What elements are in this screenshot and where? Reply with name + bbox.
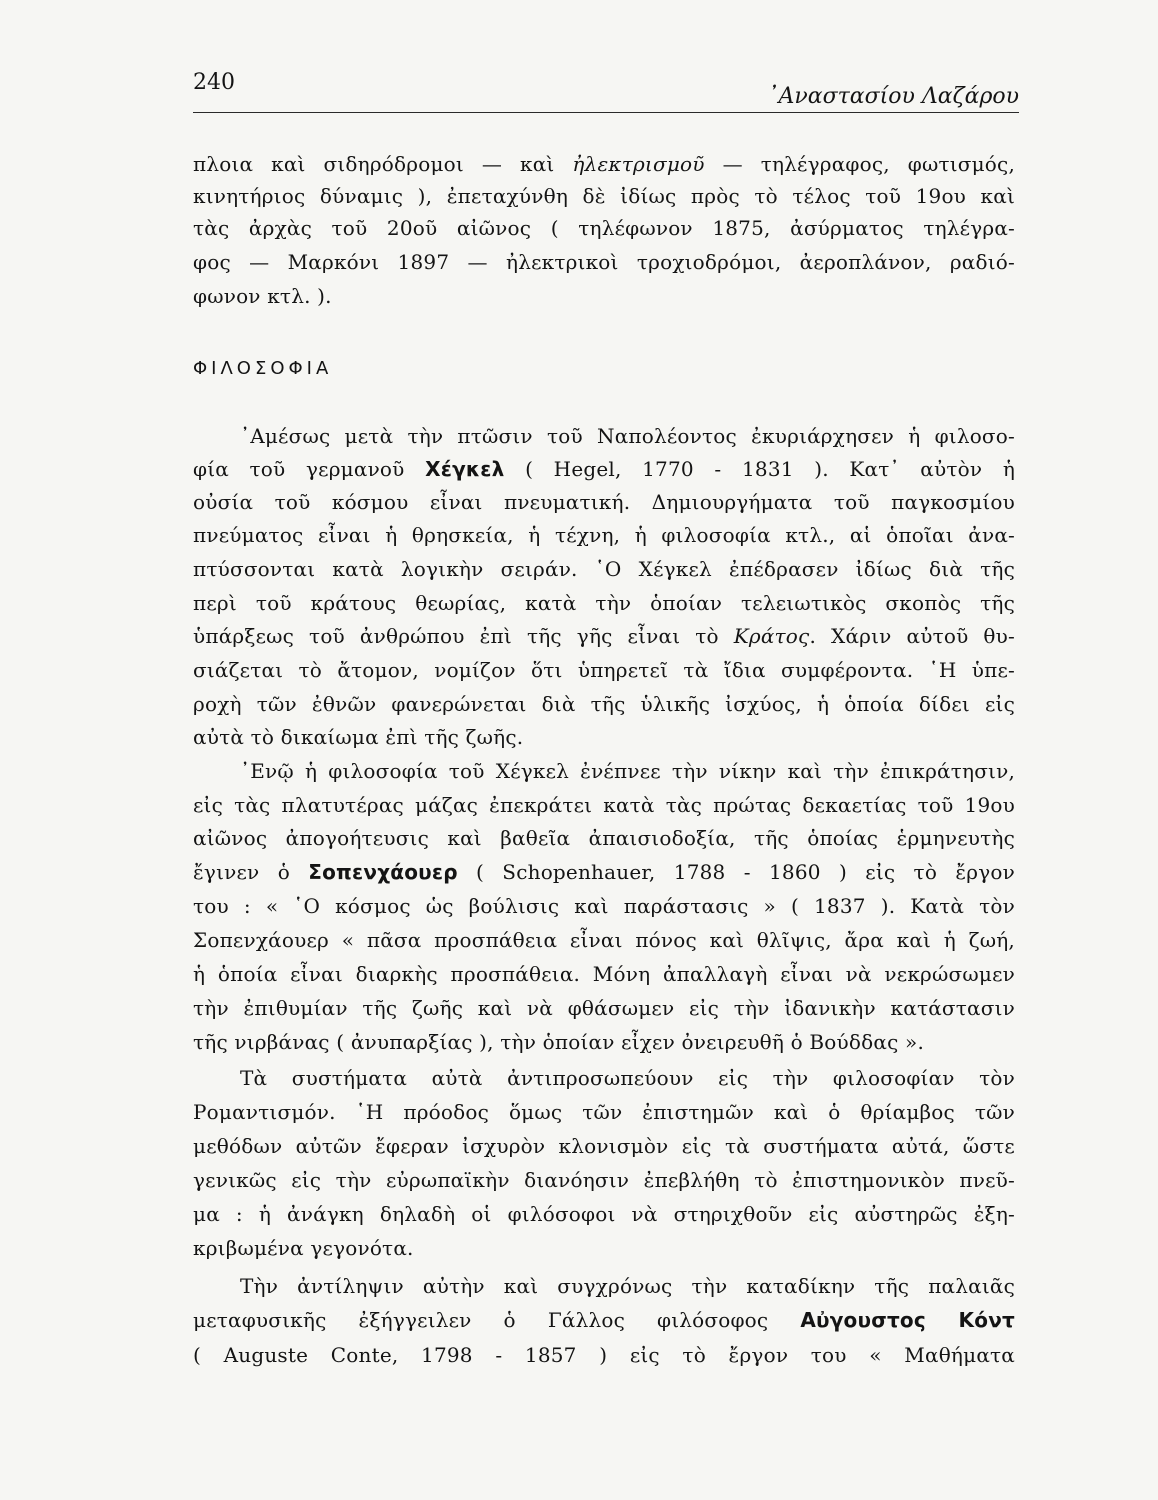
running-head [193,70,1019,110]
text-line: αὐτὰ τὸ δικαίωμα ἐπὶ τῆς ζωῆς. [193,725,524,749]
text-run: — τηλέγραφος, φωτισμός, [704,152,1016,176]
text-line: φος — Μαρκόνι 1897 — ἠλεκτρικοὶ τροχιοδρόμοι, ἀεροπλάνον, ραδιό- [193,250,1015,274]
text-run: ( Hegel, 1770 - 1831 ). Κατ᾿ αὐτὸν ἡ [504,457,1015,481]
section-heading: ΦΙΛΟΣΟΦΙΑ [193,358,333,379]
text-line [193,150,1015,178]
text-line [193,622,1015,650]
text-run: ( Schopenhauer, 1788 - 1860 ) εἰς τὸ ἔργον [457,860,1015,884]
text-line: ἡ ὁποία εἶναι διαρκὴς προσπάθεια. Μόνη ἀπαλλαγὴ εἶναι νὰ νεκρώσωμεν [193,962,1015,986]
text-line: εἰς τὰς πλατυτέρας μάζας ἐπεκράτει κατὰ τὰς πρώτας δεκαετίας τοῦ 19ου [193,793,1015,817]
text-run: φία τοῦ γερμανοῦ [193,457,426,481]
italic-term: ἠλεκτρισμοῦ [572,152,705,176]
text-run: . Χάριν αὐτοῦ θυ- [809,624,1015,648]
text-line: περὶ τοῦ κράτους θεωρίας, κατὰ τὴν ὁποίαν τελειωτικὸς σκοπὸς τῆς [193,591,1015,615]
text-line [193,1306,1015,1334]
text-run: μεταφυσικῆς ἐξήγγειλεν ὁ Γάλλος φιλόσοφος [193,1308,801,1332]
text-line: ᾿Αμέσως μετὰ τὴν πτῶσιν τοῦ Ναπολέοντος ἐκυριάρχησεν ἡ φιλοσο- [240,424,1015,448]
text-line: ( Auguste Conte, 1798 - 1857 ) εἰς τὸ ἔργον του « Μαθήματα [193,1343,1015,1367]
italic-term: Κράτος [733,624,810,648]
philosopher-name: Χέγκελ [425,457,505,481]
text-run: πλοια καὶ σιδηρόδρομοι — καὶ [193,152,573,176]
text-line: Τὰ συστήματα αὐτὰ ἀντιπροσωπεύουν εἰς τὴν φιλοσοφίαν τὸν [240,1066,1015,1090]
text-line: Τὴν ἀντίληψιν αὐτὴν καὶ συγχρόνως τὴν καταδίκην τῆς παλαιᾶς [240,1274,1015,1298]
text-line: φωνον κτλ. ). [193,284,332,308]
philosopher-name: Αὐγουστος Κόντ [800,1308,1015,1332]
text-line: ᾿Ενῷ ἡ φιλοσοφία τοῦ Χέγκελ ἐνέπνεε τὴν νίκην καὶ τὴν ἐπικράτησιν, [240,759,1015,783]
page-number: 240 [193,70,235,95]
text-line: πτύσσονται κατὰ λογικὴν σειράν. ῾Ο Χέγκελ ἐπέδρασεν ἰδίως διὰ τῆς [193,557,1015,581]
text-line: πνεύματος εἶναι ἡ θρησκεία, ἡ τέχνη, ἡ φιλοσοφία κτλ., αἱ ὁποῖαι ἀνα- [193,523,1015,547]
text-line: τῆς νιρβάνας ( ἀνυπαρξίας ), τὴν ὁποίαν εἶχεν ὀνειρευθῆ ὁ Βούδδας ». [193,1030,925,1054]
text-line: τὰς ἀρχὰς τοῦ 20οῦ αἰῶνος ( τηλέφωνον 1875, ἀσύρματος τηλέγρα- [193,216,1015,240]
text-line: Ρομαντισμόν. ῾Η πρόοδος ὅμως τῶν ἐπιστημῶν καὶ ὁ θρίαμβος τῶν [193,1100,1015,1124]
text-line [193,858,1015,886]
text-line: οὐσία τοῦ κόσμου εἶναι πνευματική. Δημιουργήματα τοῦ παγκοσμίου [193,490,1015,514]
text-line: μεθόδων αὐτῶν ἔφεραν ἰσχυρὸν κλονισμὸν εἰς τὰ συστήματα αὐτά, ὥστε [193,1134,1015,1158]
text-line: κριβωμένα γεγονότα. [193,1236,414,1260]
text-line: τὴν ἐπιθυμίαν τῆς ζωῆς καὶ νὰ φθάσωμεν εἰς τὴν ἰδανικὴν κατάστασιν [193,996,1015,1020]
philosopher-name: Σοπενχάουερ [308,860,458,884]
text-line [193,455,1015,483]
text-line: σιάζεται τὸ ἄτομον, νομίζον ὅτι ὑπηρετεῖ τὰ ἴδια συμφέροντα. ῾Η ὑπε- [193,658,1015,682]
text-line: ροχὴ τῶν ἐθνῶν φανερώνεται διὰ τῆς ὑλικῆς ἰσχύος, ἡ ὁποία δίδει εἰς [193,692,1015,716]
text-line: αἰῶνος ἀπογοήτευσις καὶ βαθεῖα ἀπαισιοδοξία, τῆς ὁποίας ἑρμηνευτὴς [193,826,1015,850]
text-run: ἔγινεν ὁ [193,860,309,884]
text-run: ὑπάρξεως τοῦ ἀνθρώπου ἐπὶ τῆς γῆς εἶναι τὸ [193,624,734,648]
text-line: κινητήριος δύναμις ), ἐπεταχύνθη δὲ ἰδίως πρὸς τὸ τέλος τοῦ 19ου καὶ [193,184,1015,208]
text-line: του : « ῾Ο κόσμος ὡς βούλισις καὶ παράστασις » ( 1837 ). Κατὰ τὸν [193,894,1015,918]
text-line: μα : ἡ ἀνάγκη δηλαδὴ οἱ φιλόσοφοι νὰ στηριχθοῦν εἰς αὐστηρῶς ἐξη- [193,1202,1015,1226]
header-rule [193,112,1019,113]
text-line: Σοπενχάουερ « πᾶσα προσπάθεια εἶναι πόνος καὶ θλῖψις, ἄρα καὶ ἡ ζωή, [193,928,1015,952]
text-line: γενικῶς εἰς τὴν εὐρωπαϊκὴν διανόησιν ἐπεβλήθη τὸ ἐπιστημονικὸν πνεῦ- [193,1168,1015,1192]
running-head-author: ᾿Αναστασίου Λαζάρου [767,84,1019,109]
